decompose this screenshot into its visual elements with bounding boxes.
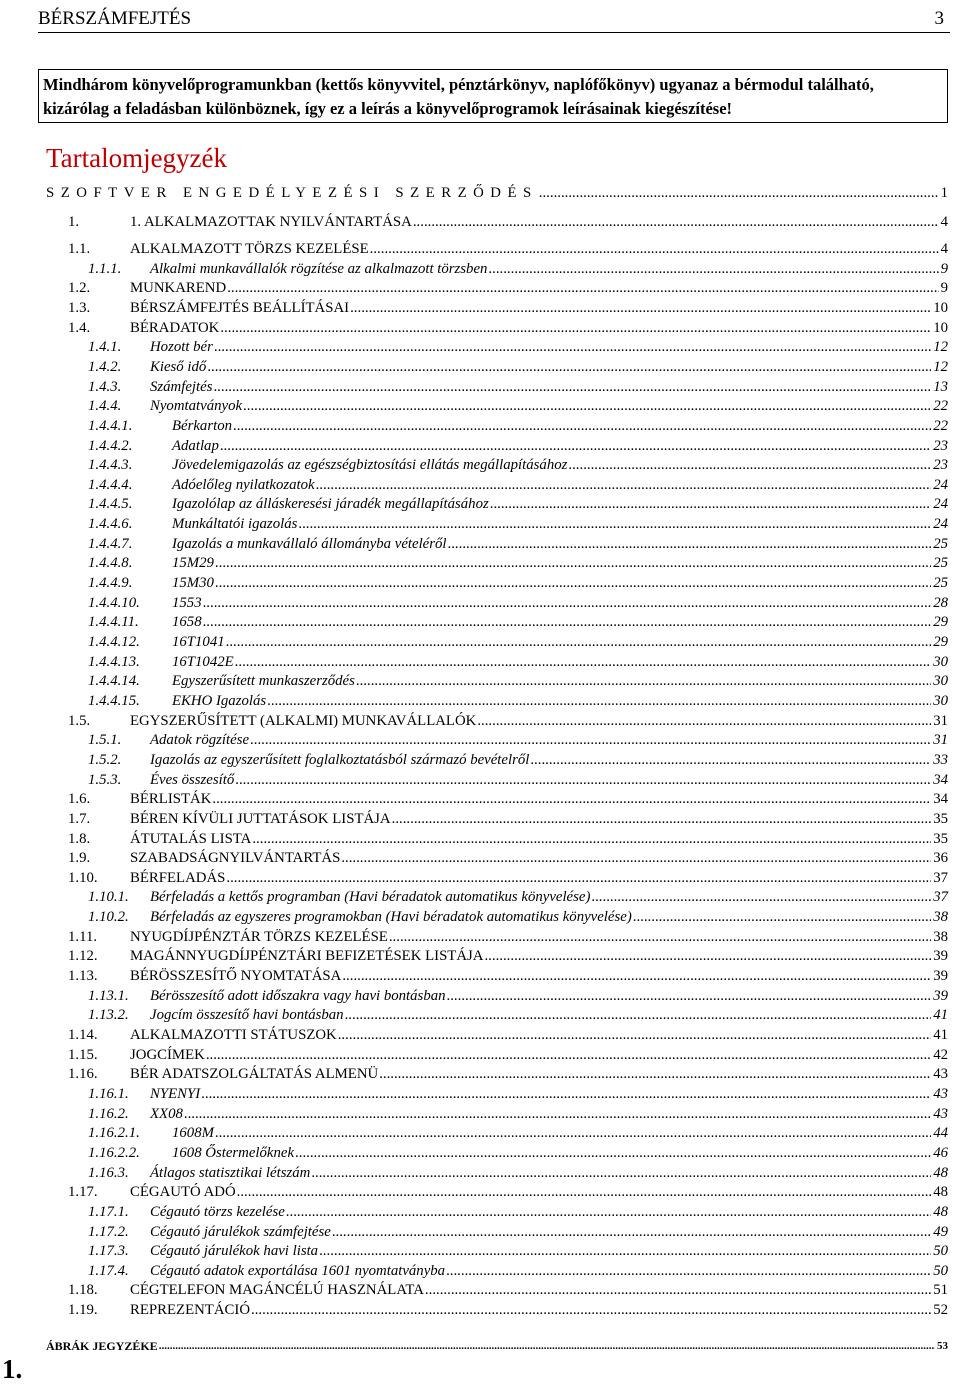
toc-entry-page: 46 [933, 1144, 948, 1161]
toc-entry-number: 1.16.2.2. [88, 1144, 140, 1161]
toc-entry-title: Adatlap [172, 437, 219, 454]
toc-entry-page: 43 [933, 1085, 948, 1102]
toc-entry-title: Cégautó törzs kezelése [150, 1203, 285, 1220]
toc-entry[interactable] [68, 868, 948, 888]
toc-entry-title: NYENYI [150, 1085, 201, 1102]
toc-entry-page: 37 [933, 869, 948, 886]
toc-entry-page: 44 [933, 1125, 948, 1142]
toc-entry-number: 1.6. [68, 791, 91, 808]
toc-entry-number: 1.12. [68, 948, 98, 965]
toc-dot-leader [243, 396, 931, 416]
toc-dot-leader [226, 868, 931, 888]
toc-entry-page: 38 [933, 928, 948, 945]
toc-entry-number: 1.13.2. [88, 1007, 129, 1024]
toc-entry[interactable] [88, 632, 948, 652]
toc-entry-number: 1.10.2. [88, 909, 129, 926]
toc-entry-title: Igazolólap az álláskeresési járadék megállapításához [172, 496, 489, 513]
toc-entry-number: 1.5.3. [88, 771, 122, 788]
toc-entry-page: 1 [940, 185, 948, 201]
toc-entry-page: 29 [933, 634, 948, 650]
toc-dot-leader [332, 1222, 931, 1242]
toc-entry-page: 24 [933, 496, 948, 513]
toc-entry[interactable] [68, 1025, 948, 1045]
header-page-number: 3 [934, 8, 944, 29]
toc-entry-title: REPREZENTÁCIÓ [130, 1302, 251, 1319]
toc-dot-leader [226, 632, 932, 652]
toc-entry[interactable] [88, 1084, 948, 1104]
toc-entry[interactable] [88, 907, 948, 927]
toc-entry-title: NYUGDÍJPÉNZTÁR TÖRZS KEZELÉSE [130, 928, 388, 945]
toc-entry[interactable] [68, 1064, 948, 1084]
toc-entry[interactable] [88, 534, 948, 554]
toc-dot-leader [392, 809, 932, 829]
toc-entry[interactable] [88, 593, 948, 613]
toc-entry-title: SZOFTVER ENGEDÉLYEZÉSI SZERZŐDÉS [46, 185, 538, 201]
toc-entry[interactable] [88, 887, 948, 907]
toc-entry[interactable] [88, 514, 948, 534]
toc-dot-leader [319, 1241, 931, 1261]
toc-entry-page: 23 [933, 437, 948, 454]
toc-dot-leader [251, 1300, 931, 1320]
toc-entry[interactable] [68, 239, 948, 259]
toc-entry-title: MAGÁNNYUGDÍJPÉNZTÁRI BEFIZETÉSEK LISTÁJA [130, 948, 484, 965]
toc-entry-title: Igazolás a munkavállaló állományba vételéről [172, 535, 447, 552]
toc-entry[interactable] [88, 475, 948, 495]
toc-entry-number: 1.4.1. [88, 339, 122, 356]
toc-entry-number: 1.4.2. [88, 358, 122, 375]
toc-entry[interactable] [88, 986, 948, 1006]
toc-entry-number: 1.4. [68, 319, 91, 336]
toc-dot-leader [477, 711, 931, 731]
toc-entry-page: 34 [933, 771, 948, 788]
toc-entry-page: 29 [933, 614, 948, 631]
toc-entry-page: 50 [933, 1243, 948, 1260]
toc-entry-title: 16T1042E [172, 653, 234, 670]
toc-entry[interactable] [88, 553, 948, 573]
toc-entry-page: 10 [933, 299, 948, 316]
toc-entry-title: Nyomtatványok [150, 398, 243, 415]
toc-entry-title: CÉGAUTÓ ADÓ [130, 1184, 236, 1201]
toc-entry-page: 9 [940, 280, 948, 297]
toc-entry[interactable] [68, 789, 948, 809]
toc-entry-page: 28 [933, 594, 948, 611]
toc-entry-page: 25 [933, 535, 948, 552]
toc-entry-title: ALKALMAZOTTI STÁTUSZOK [130, 1027, 337, 1043]
toc-entry-page: 39 [933, 968, 948, 985]
toc-entry[interactable] [88, 1123, 948, 1143]
toc-entry-title: Bérfeladás az egyszeres programokban (Havi béradatok automatikus könyvelése) [150, 909, 632, 926]
toc-entry[interactable] [88, 1241, 948, 1261]
toc-entry-number: 1.1. [68, 241, 91, 257]
toc-dot-leader [341, 848, 931, 868]
toc-entry[interactable] [68, 927, 948, 947]
toc-dot-leader [338, 1025, 931, 1045]
toc-entry-number: 1.4.3. [88, 378, 122, 395]
toc-entry[interactable] [88, 730, 948, 750]
toc-dot-leader [213, 377, 931, 397]
toc-entry-title: 16T1041 [172, 634, 225, 650]
toc-entry-title: BÉRLISTÁK [130, 791, 212, 808]
toc-entry-title: 1658 [172, 614, 202, 631]
toc-dot-leader [448, 534, 932, 554]
toc-entry-page: 24 [933, 476, 948, 493]
toc-entry[interactable] [68, 1182, 948, 1202]
toc-entry[interactable] [68, 946, 948, 966]
toc-entry-page: 39 [933, 948, 948, 965]
toc-entry-title: 1553 [172, 594, 202, 611]
toc-dot-leader [591, 887, 931, 907]
toc-entry[interactable] [88, 337, 948, 357]
toc-entry-page: 12 [933, 339, 948, 356]
toc-entry[interactable] [88, 455, 948, 475]
toc-entry[interactable] [88, 612, 948, 632]
toc-entry-page: 25 [933, 575, 948, 592]
toc-entry-title: Átlagos statisztikai létszám [150, 1164, 311, 1181]
toc-entry-number: 1.4.4.2. [88, 437, 133, 454]
toc-entry-number: 1.4.4.13. [88, 653, 140, 670]
toc-entry-page: 48 [933, 1184, 948, 1201]
toc-entry[interactable] [88, 357, 948, 377]
toc-entry-title: BÉR ADATSZOLGÁLTATÁS ALMENÜ [130, 1066, 379, 1083]
toc-entry-page: 30 [933, 692, 948, 709]
toc-entry-title: ÁTUTALÁS LISTA [130, 830, 252, 847]
toc-entry-title: 1. ALKALMAZOTTAK NYILVÁNTARTÁSA [130, 214, 412, 230]
toc-dot-leader [235, 770, 931, 790]
toc-entry[interactable] [68, 212, 948, 232]
toc-entry[interactable] [88, 1104, 948, 1124]
toc-entry-title: JOGCÍMEK [130, 1046, 205, 1063]
toc-entry-title: CÉGTELEFON MAGÁNCÉLÚ HASZNÁLATA [130, 1282, 424, 1299]
toc-entry-number: 1.4.4.6. [88, 516, 133, 533]
toc-entry-number: 1.4.4.10. [88, 594, 140, 611]
toc-entry-title: 1608 Őstermelőknek [172, 1144, 295, 1161]
toc-entry-number: 1.10.1. [88, 889, 129, 906]
toc-entry[interactable] [68, 1300, 948, 1320]
toc-entry-number: 1.4.4.4. [88, 476, 133, 493]
toc-dot-leader [220, 436, 931, 456]
toc-dot-leader [389, 927, 931, 947]
toc-entry[interactable] [68, 966, 948, 986]
toc-entry[interactable] [68, 711, 948, 731]
toc-entry-title: Cégautó járulékok havi lista [150, 1243, 319, 1260]
toc-entry-number: 1. [68, 214, 80, 230]
toc-dot-leader [446, 1261, 931, 1281]
toc-entry-number: 1.4.4.15. [88, 692, 140, 709]
toc-entry-title: Kieső idő [150, 358, 207, 375]
toc-entry-title: Cégautó járulékok számfejtése [150, 1223, 331, 1240]
toc-entry-number: 1.17.2. [88, 1223, 129, 1240]
header-title: BÉRSZÁMFEJTÉS [38, 8, 192, 29]
toc-dot-leader [215, 573, 931, 593]
toc-entry-page: 36 [933, 850, 948, 867]
toc-entry-number: 1.16.2.1. [88, 1125, 140, 1142]
toc-dot-leader [206, 1045, 931, 1065]
toc-entry[interactable] [68, 318, 948, 338]
toc-entry-number: 1.2. [68, 280, 91, 297]
toc-entry-page: 42 [933, 1046, 948, 1063]
toc-entry-number: 1.4.4.3. [88, 457, 133, 474]
toc-entry-number: 1.17.3. [88, 1243, 129, 1260]
toc-entry-page: 52 [933, 1302, 948, 1319]
toc-entry-number: 1.4.4.9. [88, 575, 133, 592]
toc-entry-page: 24 [933, 516, 948, 533]
toc-entry-number: 1.5. [68, 712, 91, 729]
toc-entry-number: 1.13.1. [88, 987, 129, 1004]
toc-entry-page: 39 [933, 987, 948, 1004]
toc-dot-leader [342, 966, 931, 986]
toc-entry-page: 23 [933, 457, 948, 474]
toc-entry-page: 25 [933, 555, 948, 572]
toc-entry[interactable] [46, 1336, 948, 1356]
toc-entry-title: BÉRADATOK [130, 319, 220, 336]
toc-entry[interactable] [68, 1280, 948, 1300]
toc-entry[interactable] [68, 809, 948, 829]
toc-entry-page: 31 [933, 732, 948, 749]
toc-entry-number: 1.16.2. [88, 1105, 129, 1122]
toc-entry-page: 48 [933, 1203, 948, 1220]
toc-entry[interactable] [88, 1163, 948, 1183]
toc-dot-leader [316, 475, 932, 495]
toc-dot-leader [235, 652, 932, 672]
toc-entry[interactable] [68, 848, 948, 868]
toc-entry[interactable] [68, 829, 948, 849]
toc-entry[interactable] [88, 1202, 948, 1222]
toc-entry-title: Hozott bér [150, 339, 213, 356]
toc-dot-leader [215, 1123, 931, 1143]
toc-entry-number: 1.5.1. [88, 732, 122, 749]
toc-entry[interactable] [88, 436, 948, 456]
toc-entry[interactable] [68, 298, 948, 318]
toc-entry-number: 1.10. [68, 869, 98, 886]
toc-entry-number: 1.13. [68, 968, 98, 985]
toc-entry-number: 1.17.1. [88, 1203, 129, 1220]
toc-entry[interactable] [88, 494, 948, 514]
toc-entry-page: 12 [933, 358, 948, 375]
toc-entry-page: 35 [933, 810, 948, 827]
toc-entry-page: 22 [933, 398, 948, 415]
toc-dot-leader [425, 1280, 931, 1300]
toc-entry-number: 1.14. [68, 1027, 98, 1043]
toc-entry-page: 38 [933, 909, 948, 926]
toc-entry-page: 53 [937, 1340, 948, 1352]
toc-dot-leader [379, 1064, 931, 1084]
toc-entry-number: 1.4.4.12. [88, 634, 140, 650]
toc-dot-leader [250, 730, 931, 750]
toc-dot-leader [488, 259, 938, 279]
toc-entry-number: 1.4.4.11. [88, 614, 139, 631]
toc-entry-page: 22 [933, 417, 948, 434]
toc-dot-leader [212, 789, 931, 809]
toc-entry-title: Számfejtés [150, 378, 213, 395]
toc-dot-leader [345, 1005, 932, 1025]
toc-entry[interactable] [46, 183, 948, 203]
toc-dot-leader [350, 298, 931, 318]
toc-entry-page: 9 [940, 260, 948, 277]
toc-dot-leader [207, 357, 931, 377]
toc-entry[interactable] [88, 691, 948, 711]
toc-entry[interactable] [88, 573, 948, 593]
toc-entry-title: BÉRSZÁMFEJTÉS BEÁLLÍTÁSAI [130, 299, 350, 316]
toc-entry-page: 13 [933, 378, 948, 395]
toc-entry-number: 1.18. [68, 1282, 98, 1299]
toc-entry-title: ALKALMAZOTT TÖRZS KEZELÉSE [130, 241, 369, 257]
toc-entry-number: 1.19. [68, 1302, 98, 1319]
toc-dot-leader [214, 337, 931, 357]
toc-entry-title: Bérkarton [172, 417, 232, 434]
toc-entry[interactable] [88, 1261, 948, 1281]
toc-dot-leader [413, 212, 939, 232]
toc-entry-number: 1.11. [68, 928, 98, 945]
toc-entry-number: 1.15. [68, 1046, 98, 1063]
toc-dot-leader [490, 494, 931, 514]
toc-entry-number: 1.16.3. [88, 1164, 129, 1181]
toc-entry[interactable] [68, 1045, 948, 1065]
toc-entry-title: Éves összesítő [150, 771, 235, 788]
toc-entry-page: 49 [933, 1223, 948, 1240]
notice-box: Mindhárom könyvelőprogramunkban (kettős könyvvitel, pénztárkönyv, naplófőkönyv) ugyanaz a bérmodul található, kizárólag a feladásban különböznek, így ez a leírás a könyvelőprogramok leírásainak kiegészítése! [38, 69, 948, 123]
toc-entry-number: 1.4.4.14. [88, 673, 140, 690]
toc-entry[interactable] [88, 396, 948, 416]
toc-dot-leader [215, 553, 931, 573]
toc-dot-leader [568, 455, 931, 475]
toc-entry-number: 1.7. [68, 810, 91, 827]
toc-entry[interactable] [88, 1222, 948, 1242]
toc-entry-title: Igazolás az egyszerűsített foglalkoztatásból származó bevételről [150, 751, 530, 768]
toc-entry-number: 1.4.4.8. [88, 555, 133, 572]
toc-dot-leader [252, 829, 931, 849]
toc-dot-leader [356, 671, 931, 691]
toc-entry-title: Bérösszesítő adott időszakra vagy havi bontásban [150, 987, 446, 1004]
toc-entry-page: 43 [933, 1066, 948, 1083]
toc-entry-title: Munkáltatói igazolás [172, 516, 298, 533]
toc-entry-number: 1.4.4.7. [88, 535, 133, 552]
toc-dot-leader [203, 612, 932, 632]
toc-entry[interactable] [88, 1143, 948, 1163]
toc-entry[interactable] [88, 671, 948, 691]
toc-dot-leader [227, 278, 938, 298]
toc-entry-title: BÉRÖSSZESÍTŐ NYOMTATÁSA [130, 968, 342, 985]
toc-entry-title: EGYSZERŰSÍTETT (ALKALMI) MUNKAVÁLLALÓK [130, 712, 477, 729]
toc-title: Tartalomjegyzék [46, 143, 228, 173]
toc-entry-title: Cégautó adatok exportálása 1601 nyomtatványba [150, 1262, 446, 1279]
page-header [38, 4, 950, 33]
side-tab-number: 1. [2, 1354, 23, 1384]
toc-entry-title: MUNKAREND [130, 280, 227, 297]
toc-entry[interactable] [88, 652, 948, 672]
toc-entry-page: 34 [933, 791, 948, 808]
toc-entry-number: 1.16.1. [88, 1085, 129, 1102]
toc-entry-page: 35 [933, 830, 948, 847]
toc-dot-leader [447, 986, 932, 1006]
toc-entry[interactable] [88, 1005, 948, 1025]
toc-entry-number: 1.4.4.1. [88, 417, 133, 434]
toc-dot-leader [633, 907, 931, 927]
toc-dot-leader [184, 1104, 931, 1124]
toc-entry-page: 41 [933, 1027, 948, 1043]
toc-entry-number: 1.5.2. [88, 751, 122, 768]
toc-dot-leader [311, 1163, 931, 1183]
toc-entry-page: 10 [933, 319, 948, 336]
toc-entry-page: 31 [933, 712, 948, 729]
toc-entry-number: 1.17. [68, 1184, 98, 1201]
toc-dot-leader [295, 1143, 931, 1163]
toc-entry-title: SZABADSÁGNYILVÁNTARTÁS [130, 850, 341, 867]
toc-entry-title: Jövedelemigazolás az egészségbiztosítási ellátás megállapításához [172, 457, 568, 474]
toc-entry-title: Bérfeladás a kettős programban (Havi béradatok automatikus könyvelése) [150, 889, 591, 906]
toc-entry-page: 37 [933, 889, 948, 906]
toc-entry[interactable] [88, 770, 948, 790]
toc-entry-page: 4 [940, 241, 948, 257]
toc-entry-title: Adóelőleg nyilatkozatok [172, 476, 315, 493]
toc-entry[interactable] [88, 750, 948, 770]
toc-dot-leader [267, 691, 931, 711]
toc-dot-leader [220, 318, 931, 338]
toc-entry-page: 4 [940, 214, 948, 230]
toc-dot-leader [286, 1202, 931, 1222]
toc-dot-leader [237, 1182, 932, 1202]
toc-entry-number: 1.3. [68, 299, 91, 316]
toc-dot-leader [370, 239, 939, 259]
toc-entry-title: 1608M [172, 1125, 214, 1142]
toc-entry[interactable] [88, 259, 948, 279]
toc-entry[interactable] [88, 416, 948, 436]
toc-entry-title: 15M29 [172, 555, 214, 572]
toc-entry-number: 1.4.4.5. [88, 496, 133, 513]
toc-dot-leader [298, 514, 931, 534]
toc-dot-leader [233, 416, 931, 436]
toc-dot-leader [201, 1084, 931, 1104]
toc-dot-leader [203, 593, 932, 613]
toc-entry[interactable] [88, 377, 948, 397]
toc-entry-title: BÉREN KÍVÜLI JUTTATÁSOK LISTÁJA [130, 810, 391, 827]
toc-entry-page: 48 [933, 1164, 948, 1181]
toc-entry-number: 1.17.4. [88, 1262, 129, 1279]
toc-entry-page: 50 [933, 1262, 948, 1279]
toc-entry-page: 43 [933, 1105, 948, 1122]
toc-entry[interactable] [68, 278, 948, 298]
toc-dot-leader [539, 183, 939, 203]
toc-dot-leader [484, 946, 931, 966]
toc-entry-number: 1.1.1. [88, 260, 122, 277]
toc-entry-page: 30 [933, 673, 948, 690]
toc-entry-number: 1.9. [68, 850, 91, 867]
toc-entry-number: 1.16. [68, 1066, 98, 1083]
toc-dot-leader [159, 1336, 935, 1356]
toc-entry-title: 15M30 [172, 575, 214, 592]
toc-entry-title: Jogcím összesítő havi bontásban [150, 1007, 344, 1024]
toc-entry-page: 33 [933, 751, 948, 768]
toc-dot-leader [530, 750, 931, 770]
toc-entry-page: 30 [933, 653, 948, 670]
toc-entry-title: XX08 [150, 1105, 183, 1122]
toc-entry-title: ÁBRÁK JEGYZÉKE [46, 1336, 159, 1356]
toc-entry-page: 51 [933, 1282, 948, 1299]
toc-entry-number: 1.8. [68, 830, 91, 847]
toc-entry-title: Egyszerűsített munkaszerződés [172, 673, 355, 690]
toc-entry-title: Alkalmi munkavállalók rögzítése az alkalmazott törzsben [150, 260, 488, 277]
toc-entry-title: EKHO Igazolás [172, 692, 267, 709]
toc-entry-title: Adatok rögzítése [150, 732, 250, 749]
toc-entry-page: 41 [933, 1007, 948, 1024]
toc-entry-number: 1.4.4. [88, 398, 122, 415]
toc-entry-title: BÉRFELADÁS [130, 869, 226, 886]
